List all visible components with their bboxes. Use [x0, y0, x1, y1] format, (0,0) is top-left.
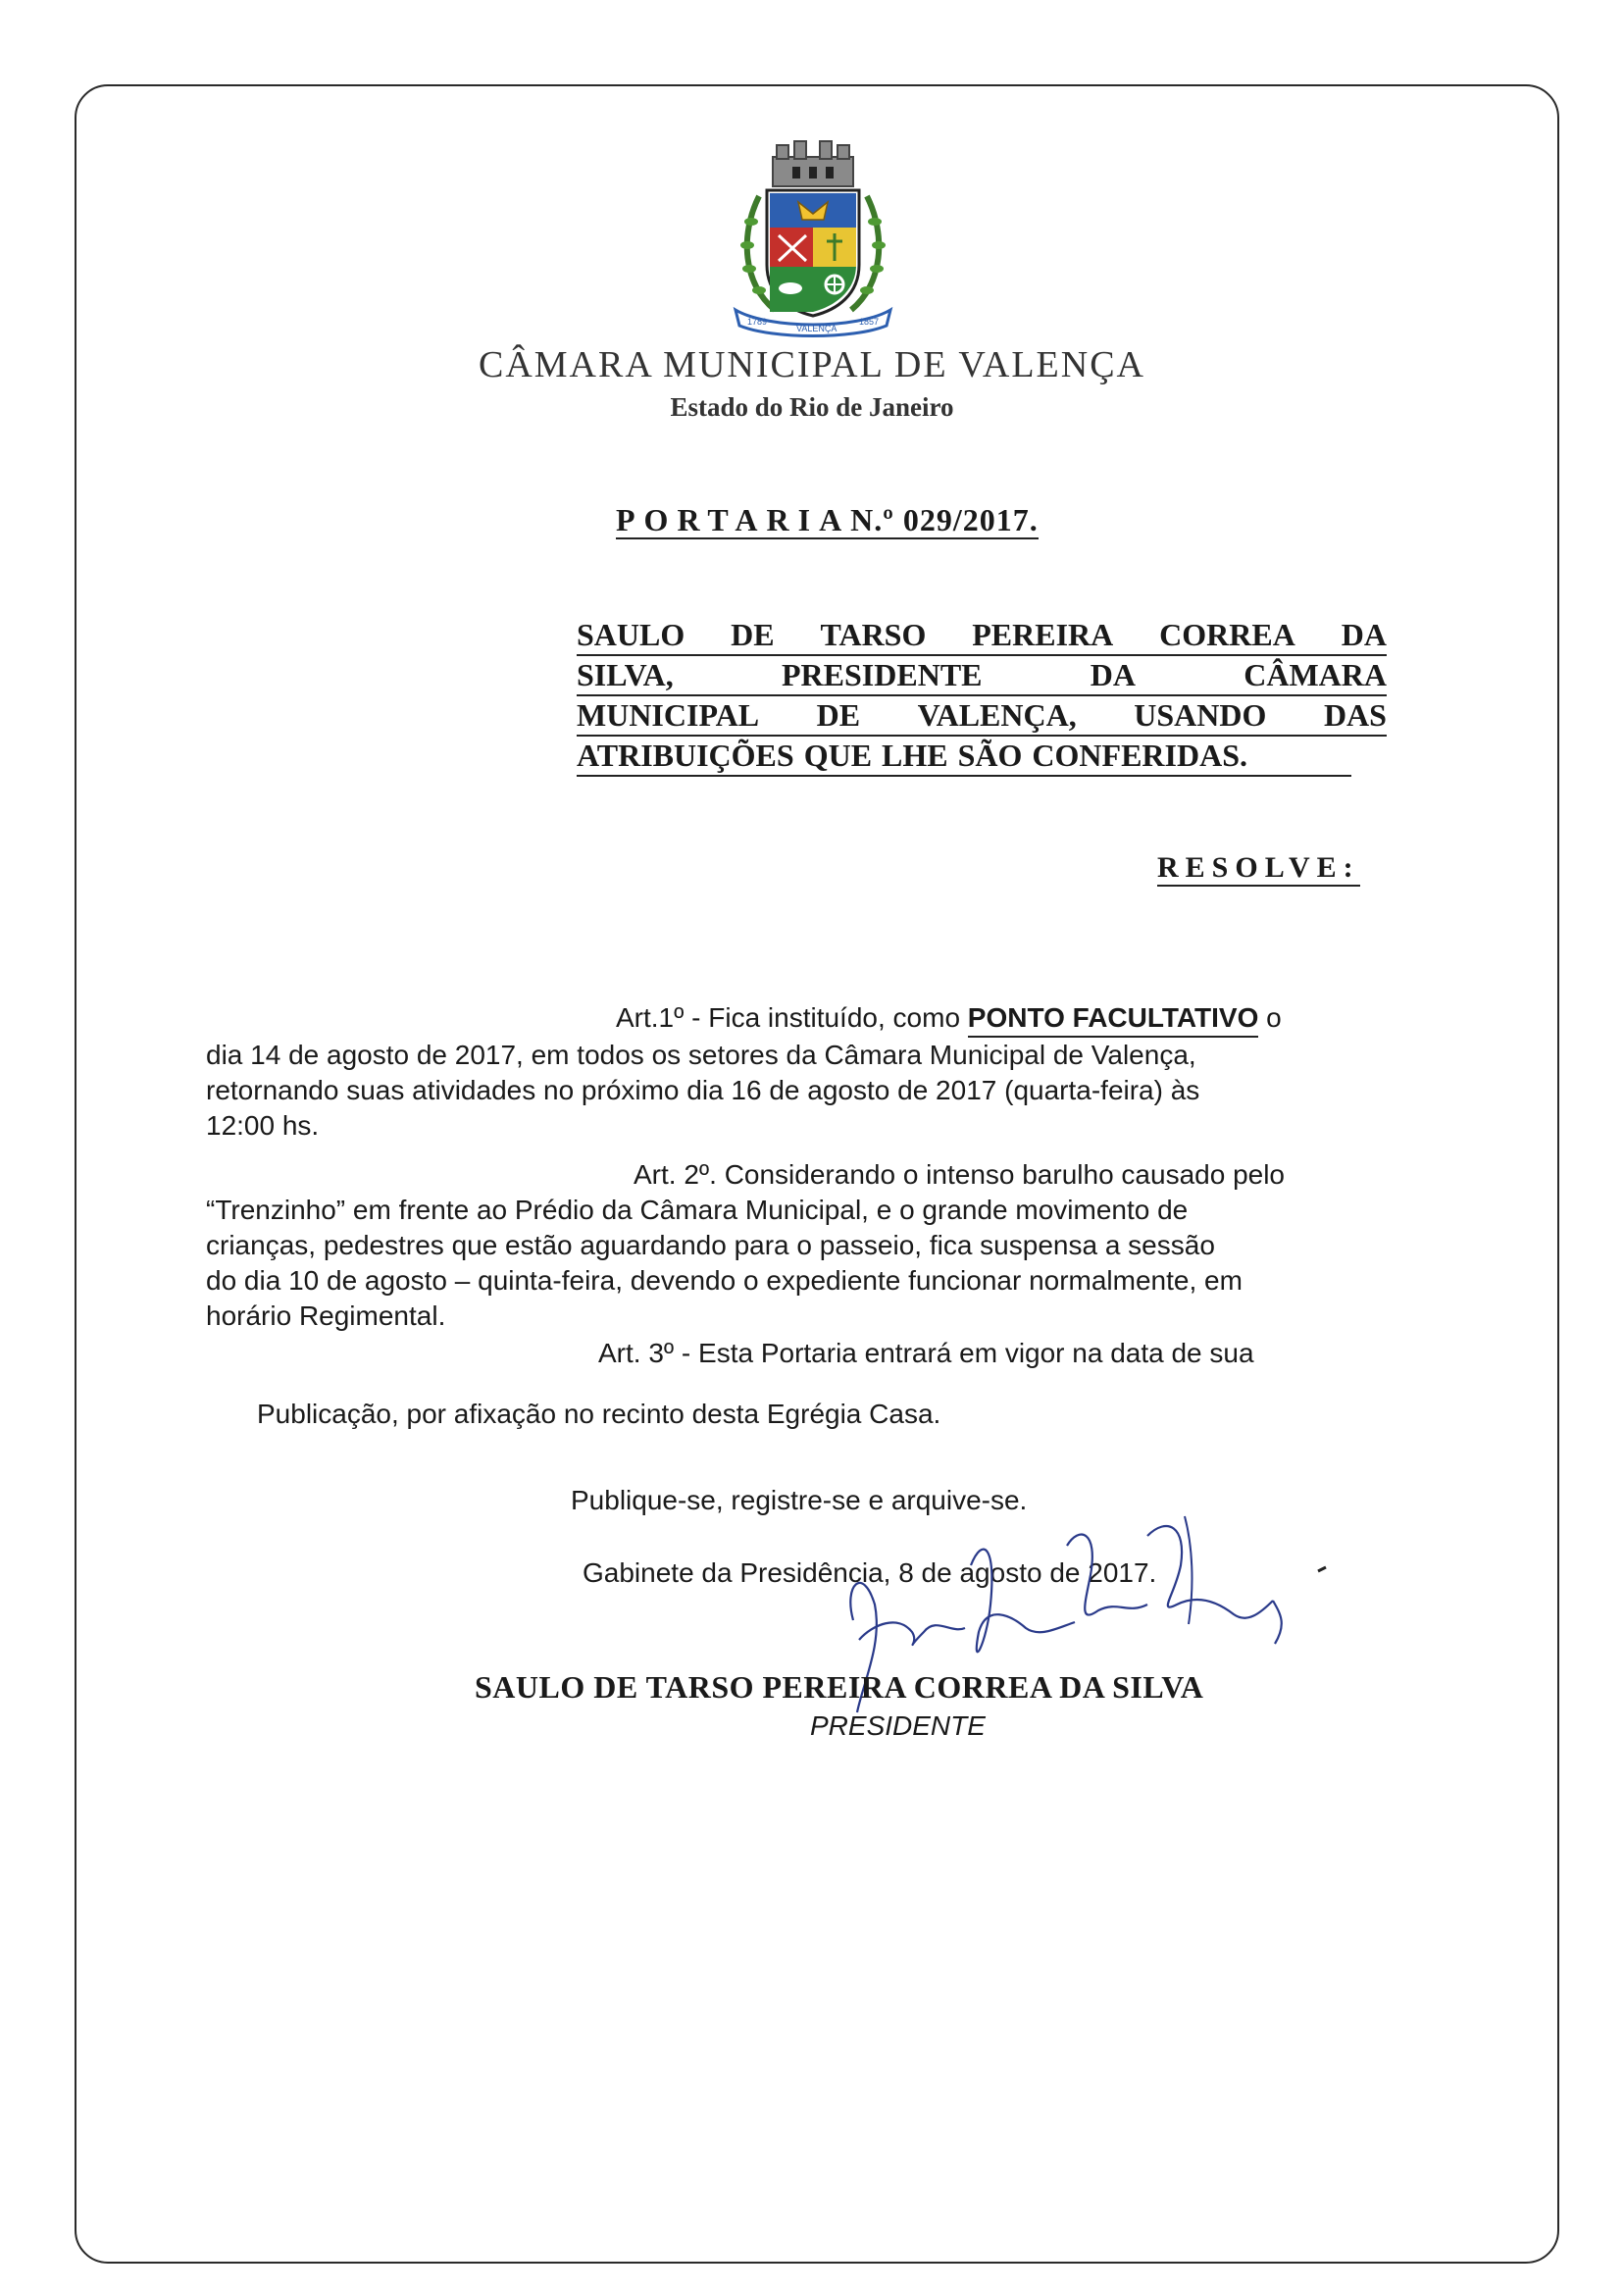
institution-title: CÂMARA MUNICIPAL DE VALENÇA [478, 344, 1146, 385]
coat-of-arms-icon [730, 137, 896, 339]
intro-line [577, 616, 1387, 656]
crest-year-right: 1857 [859, 317, 880, 327]
intro-word: ATRIBUIÇÕES [577, 738, 794, 773]
publish-order: Publique-se, registre-se e arquive-se. [571, 1485, 1028, 1515]
crest-ribbon-text: VALENÇA [796, 324, 837, 333]
intro-word: VALENÇA, [917, 697, 1077, 733]
intro-word: CORREA [1159, 617, 1295, 652]
article-line: do dia 10 de agosto – quinta-feira, devendo o expediente funcionar normalmente, em [206, 1265, 1243, 1296]
intro-word: DAS [1323, 697, 1387, 733]
article-2 [206, 1157, 1396, 1334]
intro-word: TARSO [820, 617, 927, 652]
intro-word: QUE [803, 738, 873, 773]
article-3-continuation: Publicação, por afixação no recinto desta Egrégia Casa. [257, 1399, 941, 1429]
resolve-heading: RESOLVE: [1157, 851, 1360, 887]
intro-word: DA [1090, 657, 1136, 692]
article-1 [206, 1000, 1396, 1144]
intro-word: DE [731, 617, 775, 652]
intro-word: SÃO [957, 738, 1023, 773]
intro-word: MUNICIPAL [577, 697, 760, 733]
article-line: “Trenzinho” em frente ao Prédio da Câmara Municipal, e o grande movimento de [206, 1195, 1189, 1225]
intro-word: SAULO [577, 617, 685, 652]
intro-block [577, 616, 1387, 777]
crest-year-left: 1789 [747, 317, 768, 327]
state-subtitle: Estado do Rio de Janeiro [670, 392, 954, 422]
intro-word: PRESIDENTE [782, 657, 983, 692]
signer-name: SAULO DE TARSO PEREIRA CORREA DA SILVA [475, 1669, 1204, 1705]
intro-line [577, 656, 1387, 696]
intro-word: CONFERIDAS. [1032, 738, 1247, 773]
article-1-tail: o [1266, 1002, 1282, 1033]
article-line: Art. 3º - Esta Portaria entrará em vigor na data de sua [598, 1338, 1254, 1368]
article-line: horário Regimental. [206, 1300, 446, 1331]
article-line: Art. 2º. Considerando o intenso barulho causado pelo [634, 1159, 1286, 1190]
intro-word: USANDO [1134, 697, 1267, 733]
intro-word: LHE [882, 738, 948, 773]
intro-word: PEREIRA [972, 617, 1114, 652]
article-line: 12:00 hs. [206, 1110, 320, 1141]
signer-role: PRESIDENTE [810, 1710, 986, 1741]
article-line [206, 1000, 1396, 1038]
place-date: Gabinete da Presidência, 8 de agosto de 2017. [583, 1557, 1157, 1588]
portaria-word: PORTARIA [616, 502, 851, 537]
portaria-number: N.º 029/2017. [850, 502, 1039, 537]
article-line: crianças, pedestres que estão aguardando para o passeio, fica suspensa a sessão [206, 1230, 1215, 1260]
article-3 [206, 1336, 1396, 1371]
intro-word: DE [816, 697, 861, 733]
ponto-facultativo-text: PONTO FACULTATIVO [968, 1000, 1259, 1038]
intro-line [577, 696, 1387, 737]
article-1-lead: Art.1º - Fica instituído, como [616, 1002, 961, 1033]
portaria-heading [616, 502, 1039, 539]
intro-word: CÂMARA [1243, 657, 1387, 692]
article-line: retornando suas atividades no próximo dia 16 de agosto de 2017 (quarta-feira) às [206, 1075, 1200, 1105]
intro-line [577, 737, 1351, 777]
intro-word: DA [1341, 617, 1387, 652]
intro-word: SILVA, [577, 657, 674, 692]
article-line: dia 14 de agosto de 2017, em todos os setores da Câmara Municipal de Valença, [206, 1040, 1196, 1070]
